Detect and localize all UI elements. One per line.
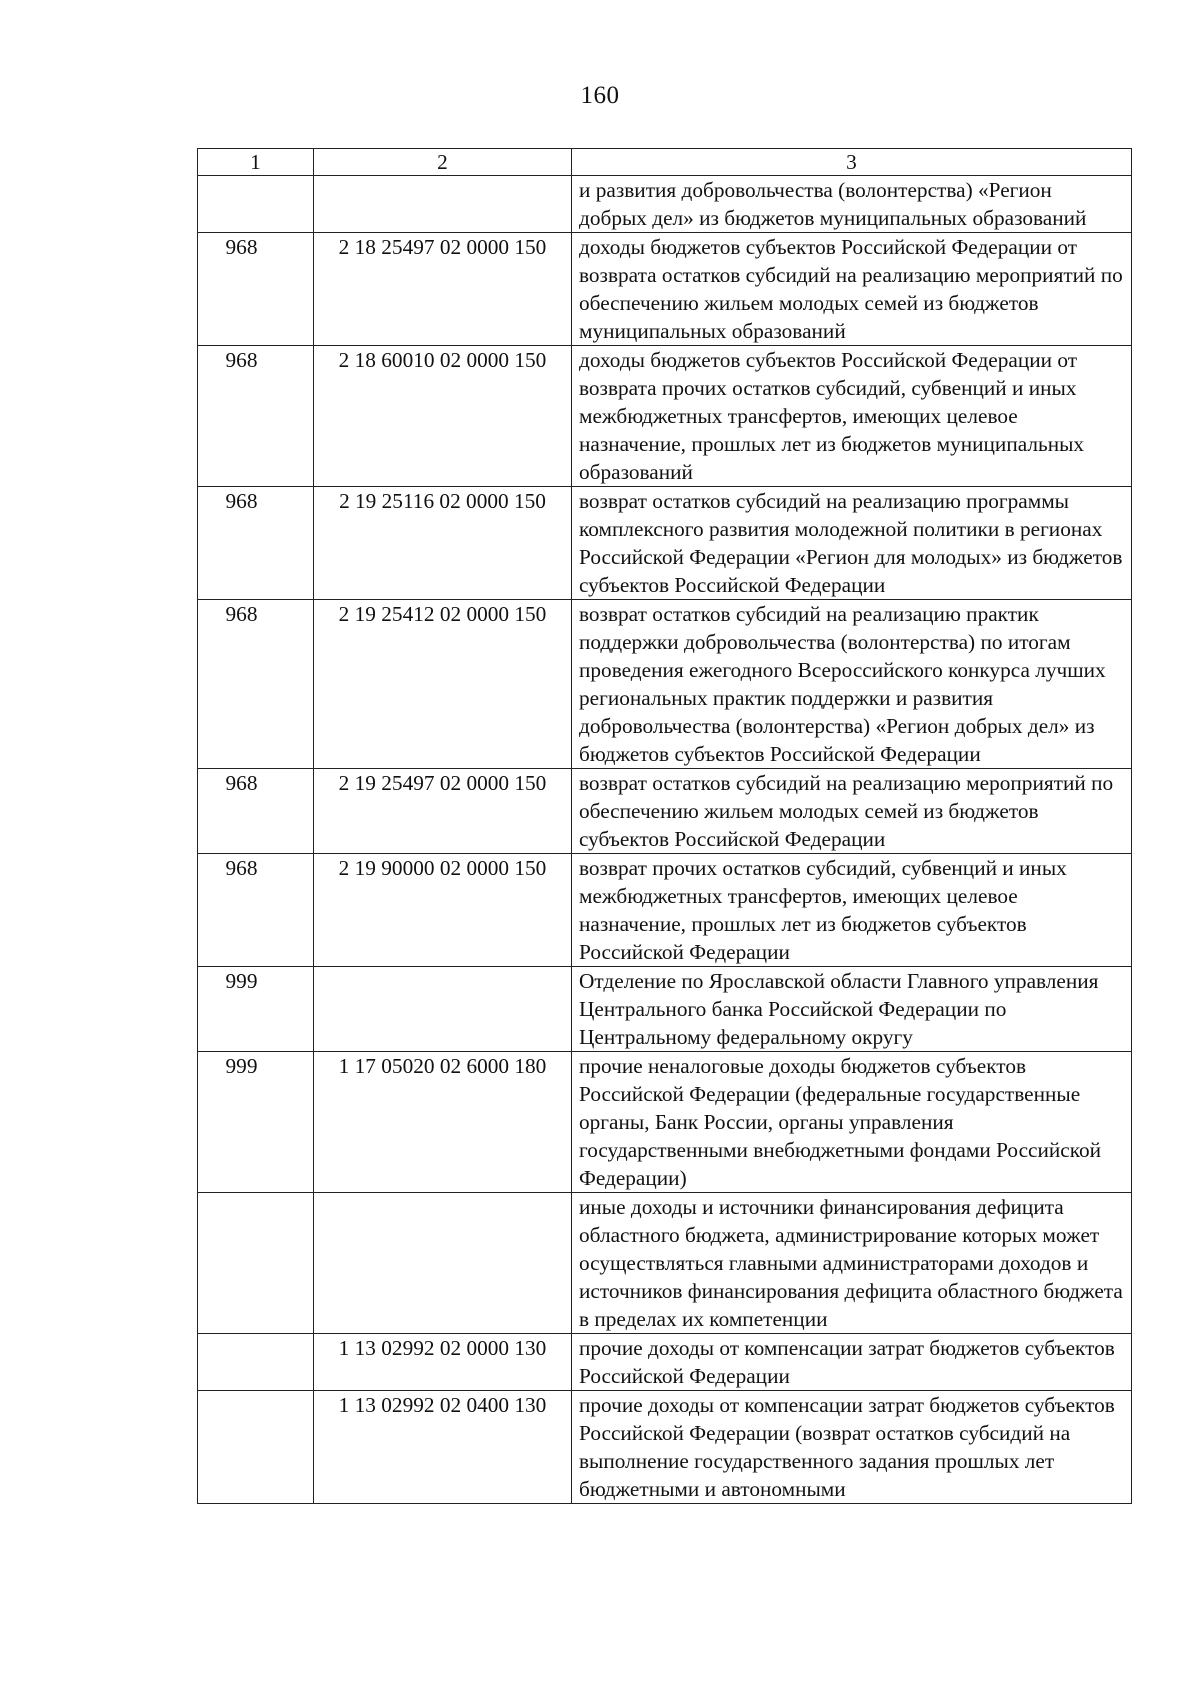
header-col-3: 3 [572,149,1132,176]
header-col-2: 2 [314,149,572,176]
table-row [198,854,1132,967]
description-cell: и развития добровольчества (волонтерства) «Регион добрых дел» из бюджетов муниципальных образований [572,176,1132,233]
page-number: 160 [580,82,620,109]
table-row [198,600,1132,769]
admin-code-cell: 968 [198,600,314,769]
admin-code-cell: 968 [198,487,314,600]
description-cell: возврат остатков субсидий на реализацию программы комплексного развития молодежной политики в регионах Российской Федерации «Регион для молодых» из бюджетов субъектов Российской Федерации [572,487,1132,600]
classification-code-cell: 1 13 02992 02 0400 130 [314,1391,572,1504]
classification-code-cell: 1 13 02992 02 0000 130 [314,1334,572,1391]
description-cell: возврат прочих остатков субсидий, субвенций и иных межбюджетных трансфертов, имеющих целевое назначение, прошлых лет из бюджетов субъектов Российской Федерации [572,854,1132,967]
classification-code-cell: 2 19 25497 02 0000 150 [314,769,572,854]
classification-code-cell [314,967,572,1052]
header-col-1: 1 [198,149,314,176]
table-row [198,1052,1132,1193]
classification-code-cell: 1 17 05020 02 6000 180 [314,1052,572,1193]
table-row [198,1334,1132,1391]
table-header [198,149,1132,176]
table-row [198,233,1132,346]
header-row [198,149,1132,176]
admin-code-cell: 968 [198,769,314,854]
classification-code-cell: 2 18 60010 02 0000 150 [314,346,572,487]
table-row [198,1193,1132,1334]
classification-code-cell: 2 18 25497 02 0000 150 [314,233,572,346]
classification-code-cell: 2 19 90000 02 0000 150 [314,854,572,967]
description-cell: Отделение по Ярославской области Главного управления Центрального банка Российской Федерации по Центральному федеральному округу [572,967,1132,1052]
description-cell: доходы бюджетов субъектов Российской Федерации от возврата остатков субсидий на реализацию мероприятий по обеспечению жильем молодых семей из бюджетов муниципальных образований [572,233,1132,346]
admin-code-cell: 999 [198,967,314,1052]
description-cell: возврат остатков субсидий на реализацию мероприятий по обеспечению жильем молодых семей из бюджетов субъектов Российской Федерации [572,769,1132,854]
classification-code-cell [314,1193,572,1334]
description-cell: доходы бюджетов субъектов Российской Федерации от возврата прочих остатков субсидий, субвенций и иных межбюджетных трансфертов, имеющих целевое назначение, прошлых лет из бюджетов муниципальных образований [572,346,1132,487]
classification-code-cell: 2 19 25412 02 0000 150 [314,600,572,769]
admin-code-cell [198,176,314,233]
admin-code-cell: 999 [198,1052,314,1193]
table-row [198,1391,1132,1504]
admin-code-cell [198,1391,314,1504]
admin-code-cell: 968 [198,854,314,967]
description-cell: прочие доходы от компенсации затрат бюджетов субъектов Российской Федерации [572,1334,1132,1391]
table-row [198,769,1132,854]
classification-code-cell: 2 19 25116 02 0000 150 [314,487,572,600]
table-row [198,176,1132,233]
table-body [198,176,1132,1504]
admin-code-cell [198,1193,314,1334]
description-cell: возврат остатков субсидий на реализацию практик поддержки добровольчества (волонтерства) по итогам проведения ежегодного Всероссийского конкурса лучших региональных практик поддержки и развития добровольчества (волонтерства) «Регион добрых дел» из бюджетов субъектов Российской Федерации [572,600,1132,769]
description-cell: прочие доходы от компенсации затрат бюджетов субъектов Российской Федерации (возврат остатков субсидий на выполнение государственного задания прошлых лет бюджетными и автономными [572,1391,1132,1504]
classification-code-cell [314,176,572,233]
admin-code-cell: 968 [198,346,314,487]
admin-code-cell [198,1334,314,1391]
admin-code-cell: 968 [198,233,314,346]
description-cell: иные доходы и источники финансирования дефицита областного бюджета, администрирование которых может осуществляться главными администраторами доходов и источников финансирования дефицита областного бюджета в пределах их компетенции [572,1193,1132,1334]
table-row [198,487,1132,600]
description-cell: прочие неналоговые доходы бюджетов субъектов Российской Федерации (федеральные государственные органы, Банк России, органы управления государственными внебюджетными фондами Российской Федерации) [572,1052,1132,1193]
table-row [198,346,1132,487]
table-row [198,967,1132,1052]
budget-revenue-table [197,148,1132,1504]
